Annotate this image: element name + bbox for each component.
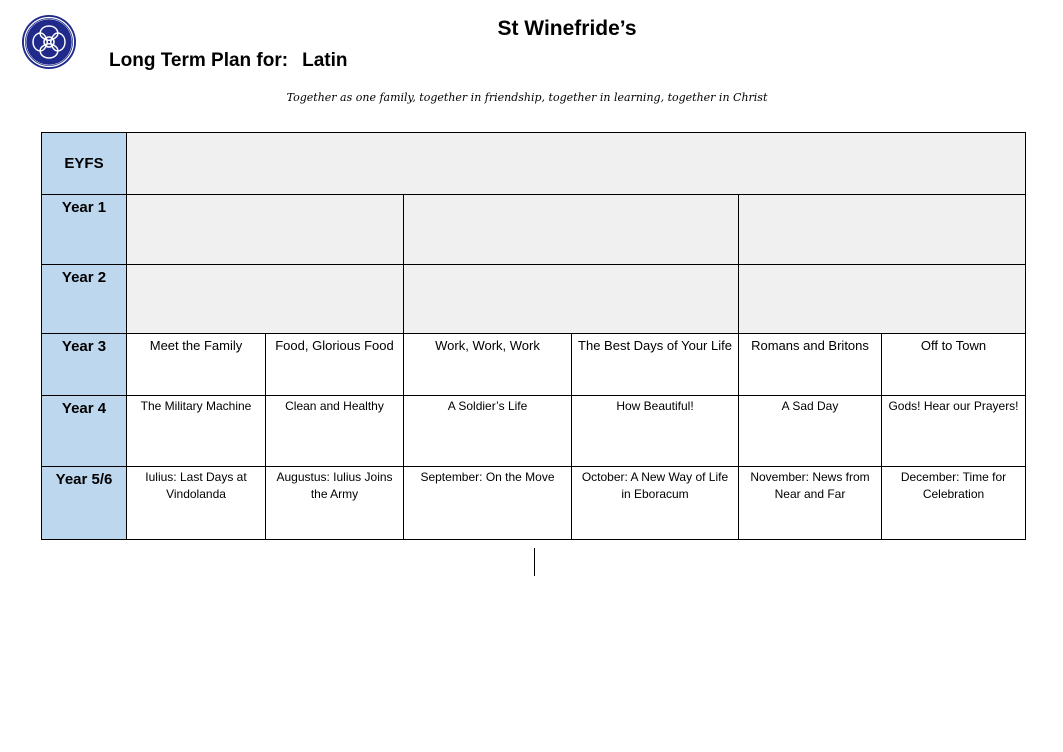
table-cell: Augustus: Iulius Joins the Army (266, 467, 404, 540)
table-row-year-1 (42, 195, 1026, 265)
year-label: Year 1 (42, 195, 127, 265)
plan-subject: Latin (302, 50, 348, 71)
table-cell: How Beautiful! (572, 396, 739, 467)
table-cell: Clean and Healthy (266, 396, 404, 467)
table-cell: Romans and Britons (739, 334, 882, 396)
table-cell-empty (404, 265, 739, 334)
table-cell: Gods! Hear our Prayers! (882, 396, 1026, 467)
table-row-year-2 (42, 265, 1026, 334)
table-cell-empty (404, 195, 739, 265)
table-cell: Iulius: Last Days at Vindolanda (127, 467, 266, 540)
long-term-plan-table (41, 132, 1026, 540)
table-cell: December: Time for Celebration (882, 467, 1026, 540)
table-cell: Work, Work, Work (404, 334, 572, 396)
year-label: Year 5/6 (42, 467, 127, 540)
table-cell: September: On the Move (404, 467, 572, 540)
year-label: EYFS (42, 133, 127, 195)
table-row-year-4 (42, 396, 1026, 467)
table-cell-empty (127, 195, 404, 265)
table-row-year-5-6 (42, 467, 1026, 540)
table-cell: The Best Days of Your Life (572, 334, 739, 396)
table-cell-empty (127, 265, 404, 334)
year-label: Year 3 (42, 334, 127, 396)
table-cell: November: News from Near and Far (739, 467, 882, 540)
table-cell: The Military Machine (127, 396, 266, 467)
text-cursor (534, 548, 535, 576)
table-row-eyfs (42, 133, 1026, 195)
school-name: St Winefride’s (497, 17, 637, 40)
table-cell: Meet the Family (127, 334, 266, 396)
plan-label: Long Term Plan for: (109, 50, 289, 71)
table-cell: Food, Glorious Food (266, 334, 404, 396)
year-label: Year 2 (42, 265, 127, 334)
table-cell: Off to Town (882, 334, 1026, 396)
table-cell-empty (739, 195, 1026, 265)
plan-title (109, 50, 347, 72)
table-cell: A Soldier’s Life (404, 396, 572, 467)
table-cell: October: A New Way of Life in Eboracum (572, 467, 739, 540)
school-motto: Together as one family, together in friendship, together in learning, together in Christ (286, 91, 768, 104)
table-cell: A Sad Day (739, 396, 882, 467)
year-label: Year 4 (42, 396, 127, 467)
table-cell-empty (739, 265, 1026, 334)
table-cell-empty (127, 133, 1026, 195)
table-row-year-3 (42, 334, 1026, 396)
